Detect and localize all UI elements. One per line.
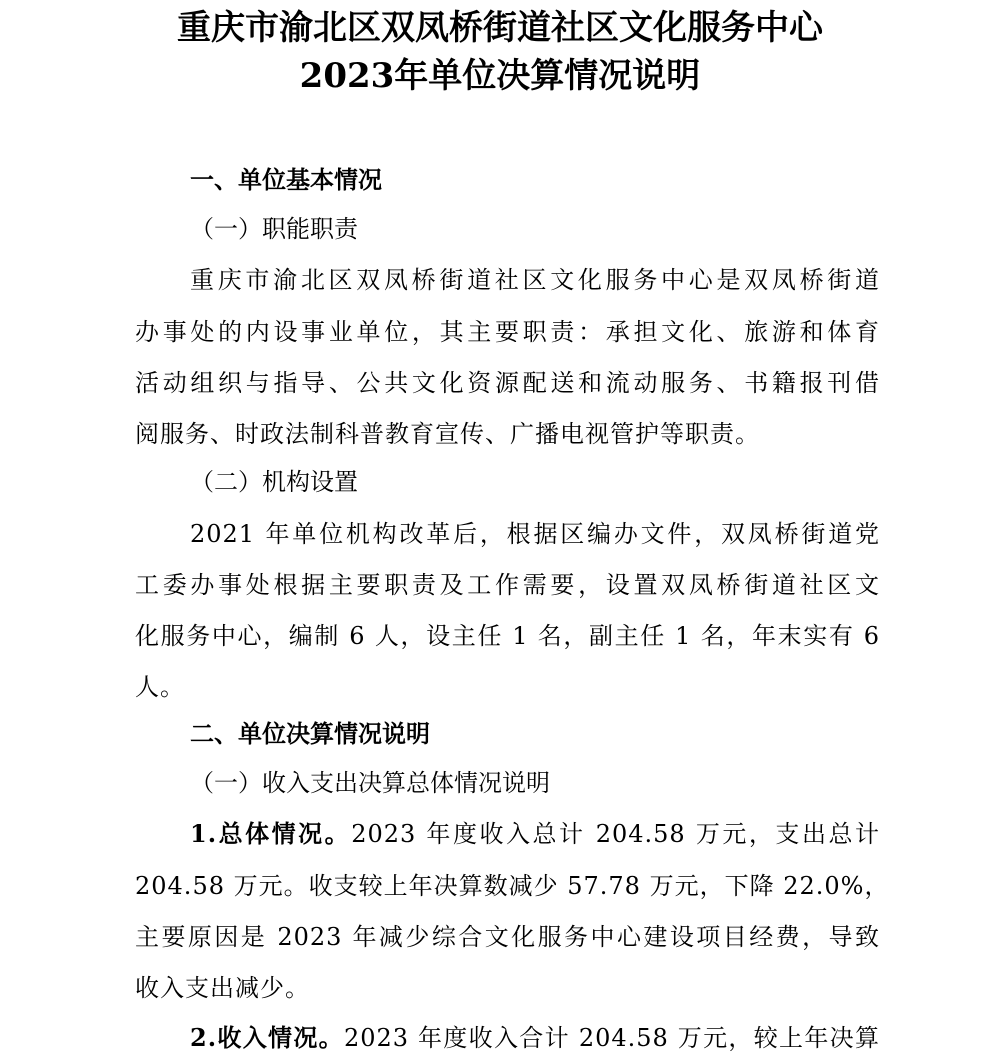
paragraph-line: 阅服务、时政法制科普教育宣传、广播电视管护等职责。	[135, 420, 760, 448]
paragraph-line: 204.58 万元。收支较上年决算数减少 57.78 万元，下降 22.0%，	[135, 872, 890, 900]
paragraph-line: 工委办事处根据主要职责及工作需要，设置双凤桥街道社区文	[135, 571, 880, 599]
subheading-organization: （二）机构设置	[190, 468, 358, 496]
subheading-functions: （一）职能职责	[190, 215, 358, 243]
paragraph-text: 2023 年度收入合计 204.58 万元，较上年决算	[343, 1024, 880, 1052]
paragraph-line: 2021 年单位机构改革后，根据区编办文件，双凤桥街道党	[190, 520, 880, 548]
document-title-line-1: 重庆市渝北区双凤桥街道社区文化服务中心	[177, 8, 823, 48]
paragraph-line: 人。	[135, 673, 185, 701]
document-title-line-2: 2023年单位决算情况说明	[299, 56, 701, 96]
paragraph-line: 主要原因是 2023 年减少综合文化服务中心建设项目经费，导致	[135, 923, 880, 951]
section-heading-basic-info: 一、单位基本情况	[190, 166, 382, 194]
paragraph-line: 重庆市渝北区双凤桥街道社区文化服务中心是双凤桥街道	[190, 266, 880, 294]
paragraph-line: 收入支出减少。	[135, 974, 310, 1002]
paragraph-label: 1.总体情况。	[190, 819, 352, 848]
paragraph-line: 办事处的内设事业单位，其主要职责：承担文化、旅游和体育	[135, 318, 880, 346]
paragraph-line	[190, 818, 880, 850]
paragraph-line: 活动组织与指导、公共文化资源配送和流动服务、书籍报刊借	[135, 369, 880, 397]
paragraph-text: 2023 年度收入总计 204.58 万元，支出总计	[351, 820, 880, 848]
paragraph-label: 2.收入情况。	[190, 1023, 344, 1052]
paragraph-line: 化服务中心，编制 6 人，设主任 1 名，副主任 1 名，年末实有 6	[135, 622, 880, 650]
subheading-income-expense-overview: （一）收入支出决算总体情况说明	[190, 769, 550, 797]
section-heading-final-accounts: 二、单位决算情况说明	[190, 720, 430, 748]
paragraph-line	[190, 1022, 880, 1054]
